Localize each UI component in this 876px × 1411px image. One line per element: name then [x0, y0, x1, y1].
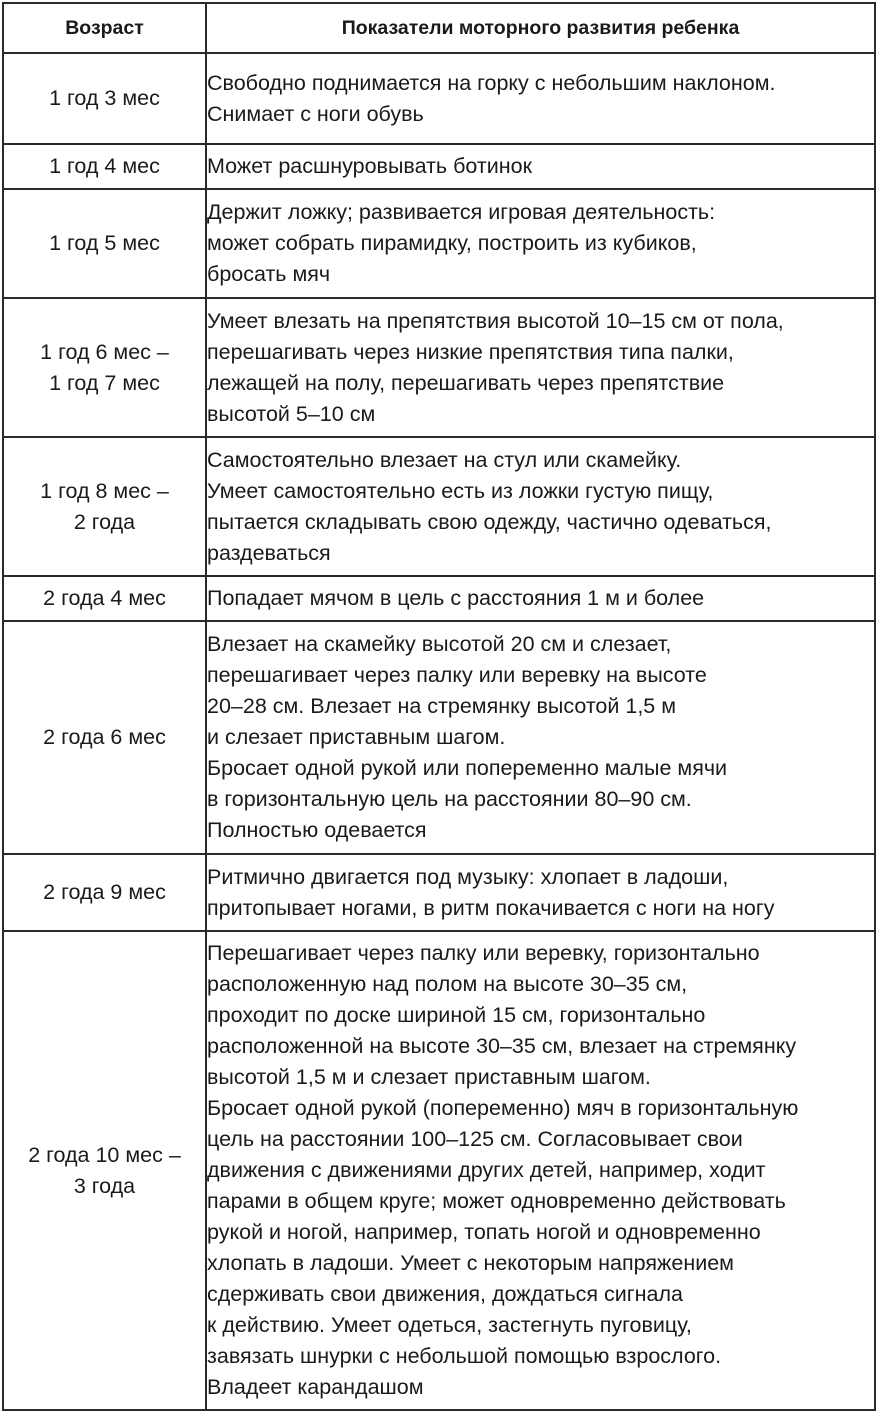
- age-cell: [3, 576, 206, 621]
- indicator-line: бросать мяч: [207, 262, 331, 286]
- table-row: [3, 53, 875, 144]
- indicator-line: Самостоятельно влезает на стул или скамейку.: [207, 447, 682, 472]
- indicator-line: хлопать в ладоши. Умеет с некоторым напряжением: [207, 1251, 734, 1275]
- indicator-line: проходит по доске шириной 15 см, горизонтально: [207, 1003, 706, 1027]
- age-line: 1 год 3 мес: [49, 86, 160, 110]
- age-line: 2 года: [73, 509, 136, 534]
- indicator-line: расположенную над полом на высоте 30–35 см,: [207, 972, 688, 996]
- indicator-line: сдерживать свои движения, дождаться сигнала: [207, 1282, 683, 1306]
- indicator-cell: [206, 437, 875, 576]
- indicator-line: перешагивать через низкие препятствия типа палки,: [207, 339, 734, 364]
- indicator-cell: [206, 144, 875, 189]
- age-line: 1 год 8 мес –: [40, 478, 169, 503]
- indicator-line: Влезает на скамейку высотой 20 см и слезает,: [207, 632, 672, 656]
- table-row: [3, 576, 875, 621]
- indicator-line: Попадает мячом в цель с расстояния 1 м и более: [207, 586, 705, 610]
- indicator-line: Владеет карандашом: [207, 1375, 424, 1399]
- indicator-line: парами в общем круге; может одновременно действовать: [207, 1189, 786, 1213]
- indicator-line: Ритмично двигается под музыку: хлопает в ладоши,: [207, 864, 729, 889]
- indicator-line: движения с движениями других детей, например, ходит: [207, 1158, 766, 1182]
- table-row: [3, 854, 875, 931]
- age-line: 1 год 7 мес: [49, 370, 160, 395]
- indicator-line: лежащей на полу, перешагивать через препятствие: [207, 370, 725, 395]
- age-cell: [3, 621, 206, 854]
- indicator-line: Свободно поднимается на горку с небольшим наклоном.: [207, 70, 776, 95]
- indicator-line: Полностью одевается: [207, 818, 427, 842]
- indicator-line: высотой 5–10 см: [207, 401, 376, 426]
- age-cell: [3, 53, 206, 144]
- age-cell: [3, 931, 206, 1410]
- age-cell: [3, 144, 206, 189]
- indicator-line: в горизонтальную цель на расстоянии 80–90 см.: [207, 787, 692, 811]
- header-age: Возраст: [3, 3, 206, 53]
- age-cell: [3, 854, 206, 931]
- table-row: [3, 144, 875, 189]
- indicator-cell: [206, 621, 875, 854]
- age-line: 3 года: [73, 1173, 136, 1198]
- header-indicators: Показатели моторного развития ребенка: [206, 3, 875, 53]
- indicator-line: Снимает с ноги обувь: [207, 101, 424, 126]
- table-row: [3, 189, 875, 298]
- table-row: [3, 931, 875, 1410]
- indicator-line: раздеваться: [207, 540, 331, 565]
- indicator-line: Умеет самостоятельно есть из ложки густую пищу,: [207, 478, 714, 503]
- indicator-line: Держит ложку; развивается игровая деятельность:: [207, 200, 716, 224]
- indicator-cell: [206, 931, 875, 1410]
- indicator-line: перешагивает через палку или веревку на высоте: [207, 663, 707, 687]
- indicator-line: завязать шнурки с небольшой помощью взрослого.: [207, 1344, 722, 1368]
- motor-development-table: [2, 2, 876, 1411]
- indicator-line: притопывает ногами, в ритм покачивается с ноги на ногу: [207, 895, 775, 920]
- header-row: [3, 3, 875, 53]
- indicator-line: может собрать пирамидку, построить из кубиков,: [207, 231, 697, 255]
- age-line: 2 года 10 мес –: [28, 1142, 181, 1167]
- indicator-cell: [206, 53, 875, 144]
- table-row: [3, 437, 875, 576]
- indicator-line: рукой и ногой, например, топать ногой и одновременно: [207, 1220, 761, 1244]
- table-row: [3, 298, 875, 437]
- indicator-line: Бросает одной рукой (попеременно) мяч в горизонтальную: [207, 1096, 799, 1120]
- indicator-line: Перешагивает через палку или веревку, горизонтально: [207, 941, 760, 965]
- indicator-line: 20–28 см. Влезает на стремянку высотой 1,5 м: [207, 694, 677, 718]
- indicator-cell: [206, 298, 875, 437]
- indicator-cell: [206, 189, 875, 298]
- indicator-line: расположенной на высоте 30–35 см, влезает на стремянку: [207, 1034, 797, 1058]
- indicator-line: цель на расстоянии 100–125 см. Согласовывает свои: [207, 1127, 743, 1151]
- age-line: 1 год 6 мес –: [40, 339, 169, 364]
- age-cell: [3, 298, 206, 437]
- age-line: 2 года 9 мес: [43, 880, 166, 904]
- age-line: 1 год 4 мес: [49, 154, 160, 178]
- indicator-line: Бросает одной рукой или попеременно малые мячи: [207, 756, 728, 780]
- indicator-line: и слезает приставным шагом.: [207, 725, 506, 749]
- table-row: [3, 621, 875, 854]
- age-line: 2 года 6 мес: [43, 725, 166, 749]
- indicator-cell: [206, 854, 875, 931]
- indicator-line: пытается складывать свою одежду, частично одеваться,: [207, 509, 772, 534]
- age-line: 2 года 4 мес: [43, 586, 166, 610]
- indicator-cell: [206, 576, 875, 621]
- indicator-line: Умеет влезать на препятствия высотой 10–15 см от пола,: [207, 308, 784, 333]
- indicator-line: высотой 1,5 м и слезает приставным шагом.: [207, 1065, 651, 1089]
- age-cell: [3, 189, 206, 298]
- indicator-line: Может расшнуровывать ботинок: [207, 154, 532, 178]
- age-cell: [3, 437, 206, 576]
- age-line: 1 год 5 мес: [49, 231, 160, 255]
- indicator-line: к действию. Умеет одеться, застегнуть пуговицу,: [207, 1313, 692, 1337]
